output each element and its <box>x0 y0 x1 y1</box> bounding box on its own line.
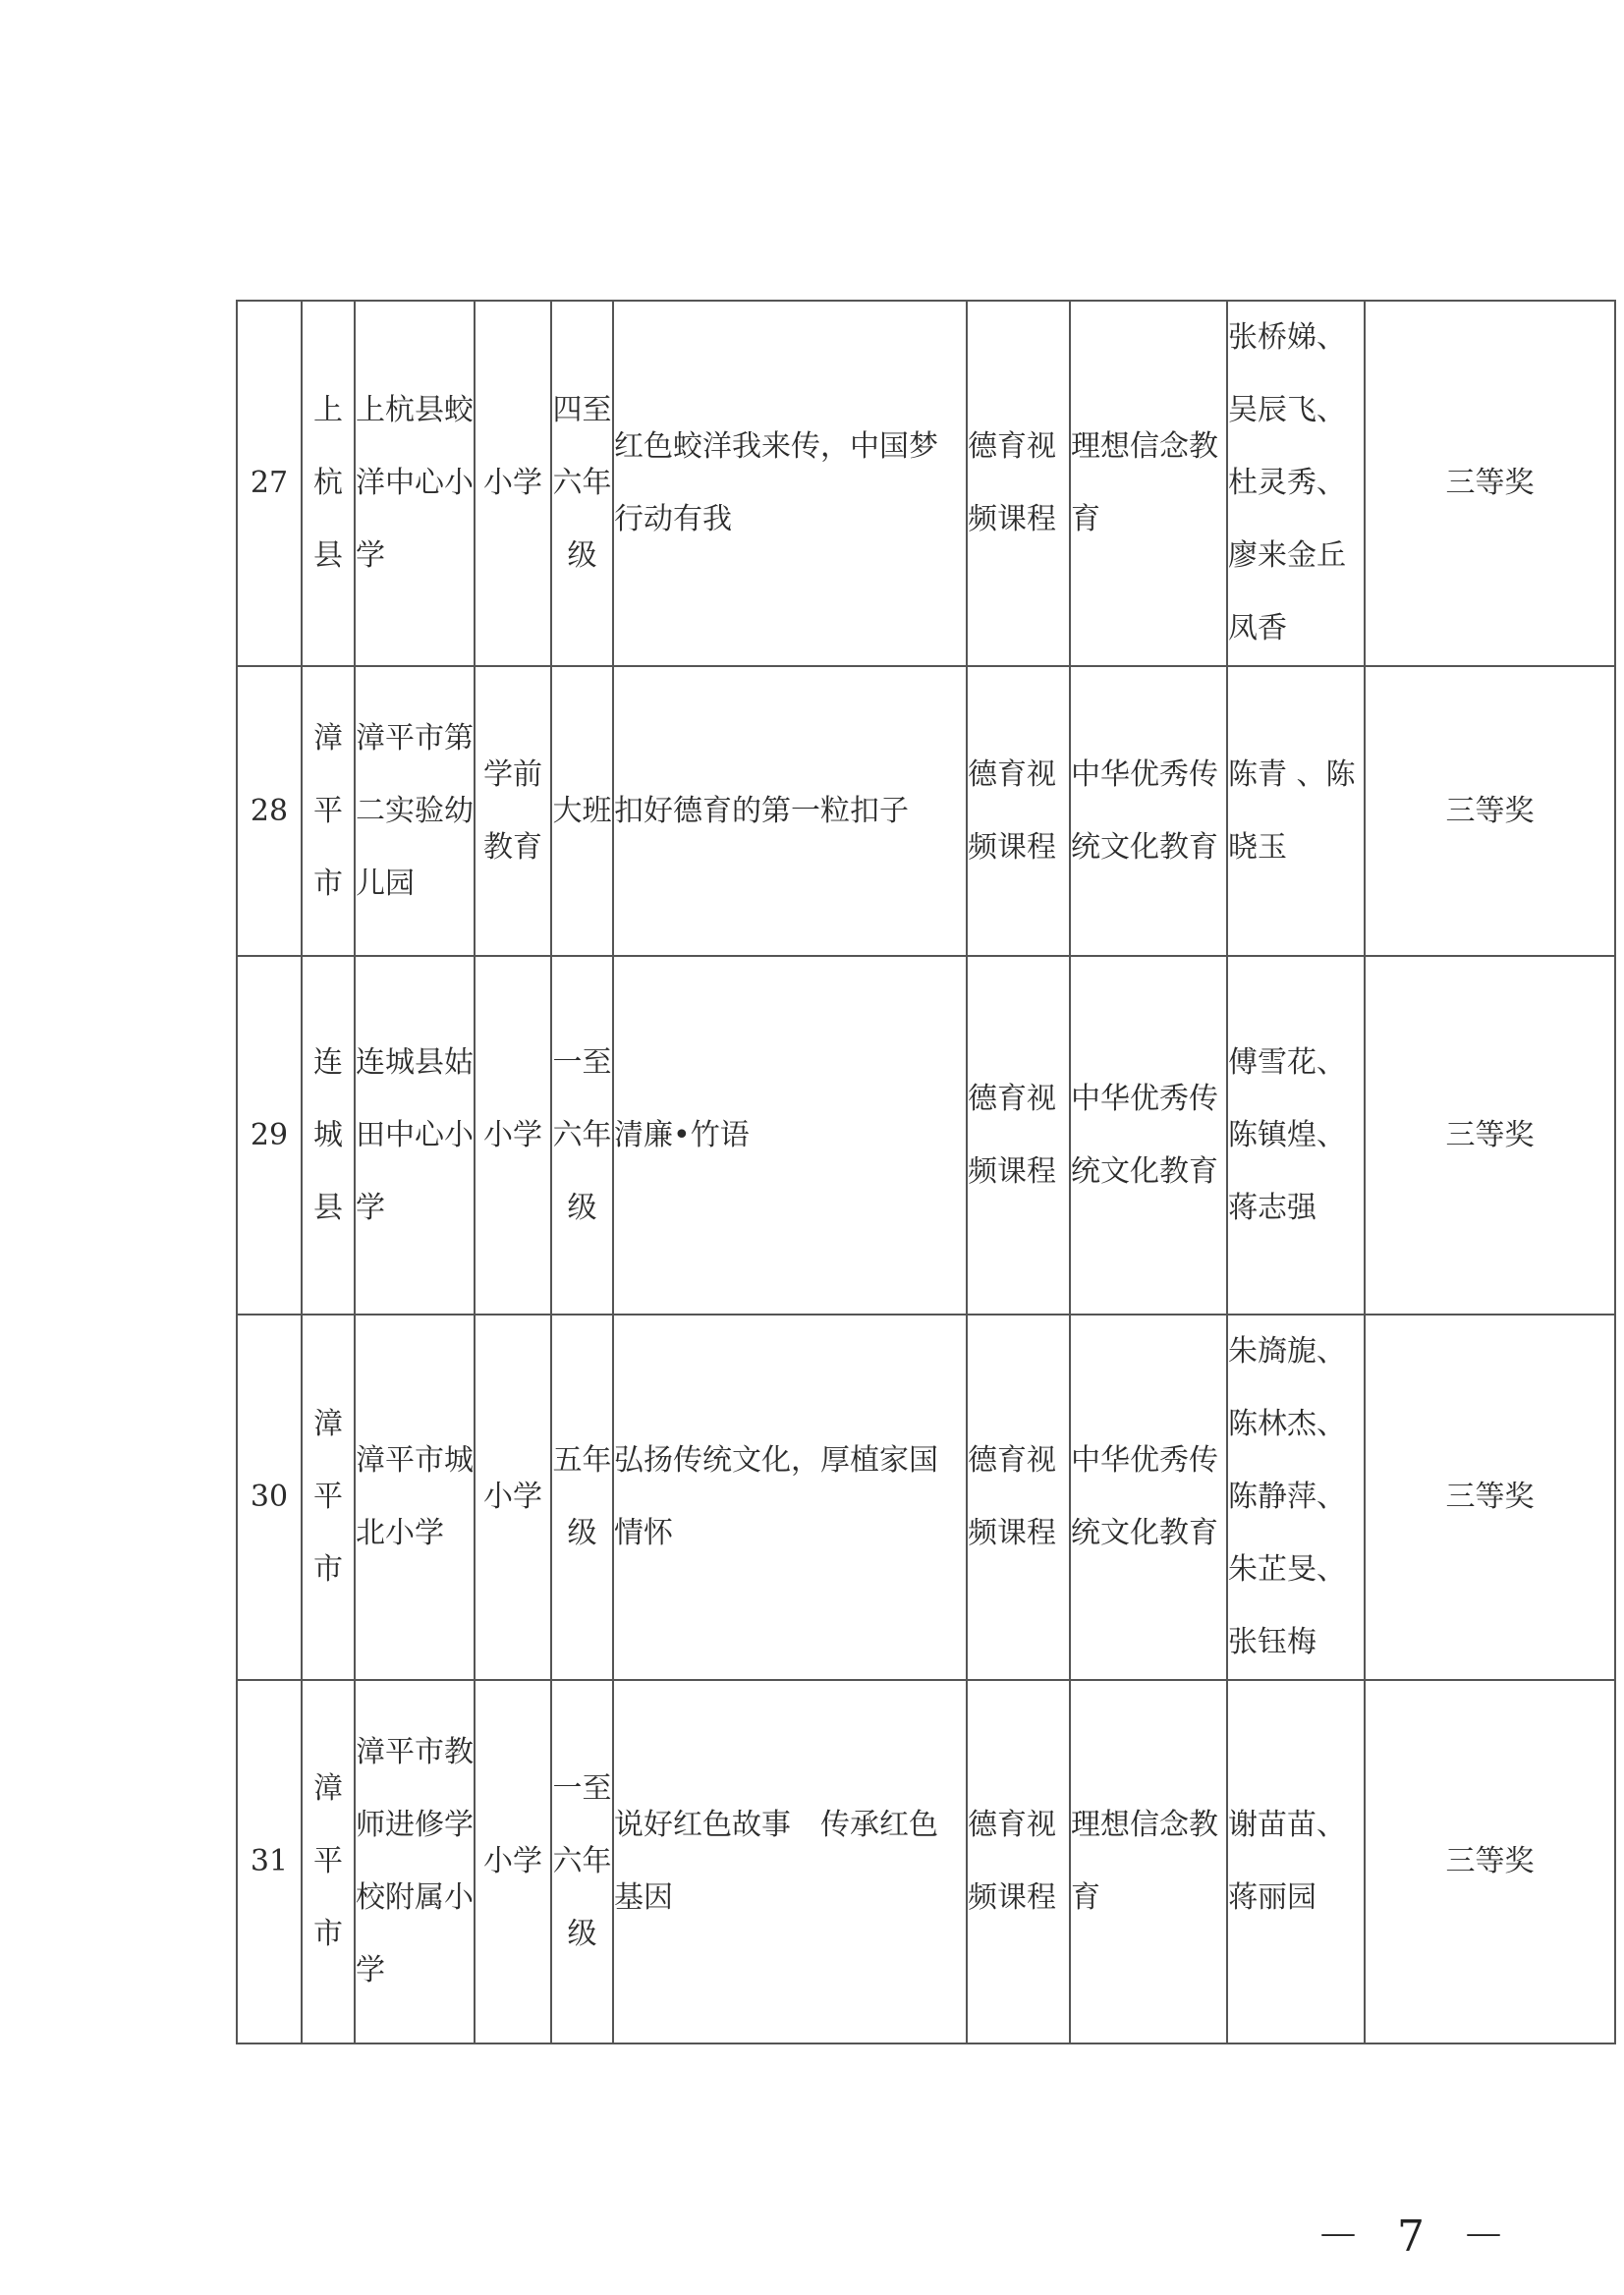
row-number: 30 <box>237 1315 302 1680</box>
row-number: 28 <box>237 666 302 956</box>
school-stage: 小学 <box>475 1315 551 1680</box>
county: 漳平市 <box>302 666 355 956</box>
course-theme: 理想信念教育 <box>1070 301 1227 666</box>
table-row <box>237 666 1615 956</box>
row-number: 31 <box>237 1680 302 2043</box>
authors: 谢苗苗、蒋丽园 <box>1227 1680 1365 2043</box>
award-level: 三等奖 <box>1365 666 1615 956</box>
table-row <box>237 301 1615 666</box>
county: 漳平市 <box>302 1680 355 2043</box>
school-stage: 小学 <box>475 956 551 1315</box>
school-stage: 小学 <box>475 301 551 666</box>
award-level: 三等奖 <box>1365 956 1615 1315</box>
award-level: 三等奖 <box>1365 1680 1615 2043</box>
course-type: 德育视频课程 <box>967 1315 1070 1680</box>
course-title: 扣好德育的第一粒扣子 <box>613 666 967 956</box>
course-theme: 理想信念教育 <box>1070 1680 1227 2043</box>
course-theme: 中华优秀传统文化教育 <box>1070 956 1227 1315</box>
awards-table <box>236 300 1616 2044</box>
county: 连城县 <box>302 956 355 1315</box>
row-number: 29 <box>237 956 302 1315</box>
course-title: 说好红色故事 传承红色基因 <box>613 1680 967 2043</box>
school-name: 漳平市城北小学 <box>355 1315 475 1680</box>
school-stage: 小学 <box>475 1680 551 2043</box>
course-theme: 中华优秀传统文化教育 <box>1070 666 1227 956</box>
course-title: 弘扬传统文化，厚植家国情怀 <box>613 1315 967 1680</box>
page-number: － 7 － <box>1316 2211 1517 2262</box>
school-name: 上杭县蛟洋中心小学 <box>355 301 475 666</box>
school-name: 连城县姑田中心小学 <box>355 956 475 1315</box>
authors: 朱旖旎、陈林杰、陈静萍、朱芷旻、张钰梅 <box>1227 1315 1365 1680</box>
award-level: 三等奖 <box>1365 301 1615 666</box>
course-title: 红色蛟洋我来传，中国梦行动有我 <box>613 301 967 666</box>
grade: 一至六年级 <box>551 956 613 1315</box>
table-row <box>237 1315 1615 1680</box>
course-type: 德育视频课程 <box>967 1680 1070 2043</box>
course-type: 德育视频课程 <box>967 956 1070 1315</box>
school-name: 漳平市第二实验幼儿园 <box>355 666 475 956</box>
school-name: 漳平市教师进修学校附属小学 <box>355 1680 475 2043</box>
county: 上杭县 <box>302 301 355 666</box>
authors: 陈青 、陈晓玉 <box>1227 666 1365 956</box>
table-row <box>237 1680 1615 2043</box>
county: 漳平市 <box>302 1315 355 1680</box>
table-row <box>237 956 1615 1315</box>
course-type: 德育视频课程 <box>967 301 1070 666</box>
course-theme: 中华优秀传统文化教育 <box>1070 1315 1227 1680</box>
award-level: 三等奖 <box>1365 1315 1615 1680</box>
row-number: 27 <box>237 301 302 666</box>
authors: 张桥娣、吴辰飞、杜灵秀、廖来金丘凤香 <box>1227 301 1365 666</box>
course-title: 清廉•竹语 <box>613 956 967 1315</box>
grade: 一至六年级 <box>551 1680 613 2043</box>
grade: 大班 <box>551 666 613 956</box>
authors: 傅雪花、陈镇煌、蒋志强 <box>1227 956 1365 1315</box>
school-stage: 学前教育 <box>475 666 551 956</box>
course-type: 德育视频课程 <box>967 666 1070 956</box>
grade: 四至六年级 <box>551 301 613 666</box>
grade: 五年级 <box>551 1315 613 1680</box>
